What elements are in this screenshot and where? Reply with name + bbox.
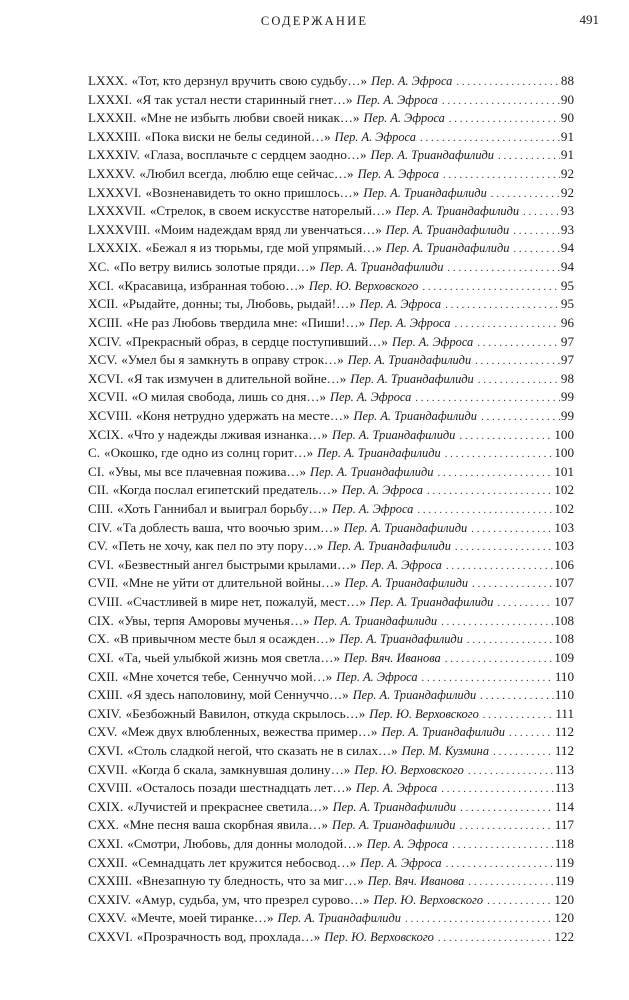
toc-entry-title: «Безбожный Вавилон, откуда скрылось…» <box>125 705 366 721</box>
toc-entry <box>88 444 574 463</box>
toc-entry <box>88 426 574 445</box>
toc-entry-title: «Смотри, Любовь, для донны молодой…» <box>127 835 363 851</box>
dot-leader <box>441 613 553 631</box>
toc-entry-translator: Пер. А. Эфроса <box>369 315 451 330</box>
toc-entry <box>88 277 574 296</box>
toc-entry-number: CIX. <box>88 612 114 628</box>
toc-entry-translator: Пер. А. Триандафилиди <box>347 353 472 368</box>
toc-entry-page: 99 <box>560 407 574 423</box>
toc-entry <box>88 630 574 649</box>
toc-entry-page: 95 <box>560 296 574 312</box>
dot-leader <box>455 538 553 556</box>
toc-entry-title: «Безвестный ангел быстрыми крылами…» <box>117 556 357 572</box>
toc-entry-title: «Мечте, моей тиранке…» <box>130 910 274 926</box>
toc-entry-title: «Лучистей и прекраснее светила…» <box>127 798 329 814</box>
dot-leader <box>445 650 554 668</box>
toc-entry <box>88 370 574 389</box>
dot-leader <box>420 129 560 147</box>
toc-entry <box>88 109 574 128</box>
toc-entry-translator: Пер. А. Триандафилиди <box>385 222 510 237</box>
toc-entry-translator: Пер. А. Триандафилиди <box>319 260 444 275</box>
toc-entry-page: 117 <box>554 817 574 833</box>
toc-entry-page: 94 <box>560 240 574 256</box>
toc-entry-translator: Пер. Вяч. Иванова <box>367 874 465 889</box>
dot-leader <box>513 240 560 258</box>
toc-entry-page: 97 <box>560 352 574 368</box>
dot-leader <box>475 352 560 370</box>
toc-entry-number: CXIII. <box>88 687 123 703</box>
toc-entry-translator: Пер. Ю. Верховского <box>354 762 464 777</box>
toc-entry-translator: Пер. Ю. Верховского <box>324 930 434 945</box>
toc-entry-translator: Пер. Вяч. Иванова <box>344 650 441 665</box>
toc-entry <box>88 481 574 500</box>
toc-entry-title: «Мне песня ваша скорбная явила…» <box>122 817 329 833</box>
dot-leader <box>478 371 560 389</box>
toc-entry-translator: Пер. Ю. Верховского <box>369 706 479 721</box>
toc-entry-translator: Пер. А. Эфроса <box>357 167 439 182</box>
toc-entry-page: 92 <box>560 184 574 200</box>
toc-entry <box>88 165 574 184</box>
toc-entry <box>88 612 574 631</box>
toc-entry-title: «Семнадцать лет кружится небосвод…» <box>131 854 357 870</box>
toc-entry-page: 109 <box>554 649 574 665</box>
toc-entry-translator: Пер. А. Эфроса <box>332 502 414 517</box>
toc-entry-title: «Мне не избыть любви своей никак…» <box>140 110 360 126</box>
toc-entry-page: 101 <box>554 463 574 479</box>
toc-entry <box>88 909 574 928</box>
toc-entry <box>88 816 574 835</box>
toc-entry-number: CI. <box>88 463 105 479</box>
toc-entry-title: «Прозрачность вод, прохлада…» <box>136 929 321 945</box>
toc-entry-title: «Глаза, восплачьте с сердцем заодно…» <box>143 147 367 163</box>
toc-entry-title: «Бежал я из тюрьмы, где мой упрямый…» <box>145 240 382 256</box>
toc-entry-page: 102 <box>554 482 574 498</box>
toc-entry-title: «О милая свобода, лишь со дня…» <box>131 389 326 405</box>
dot-leader <box>459 817 553 835</box>
dot-leader <box>445 445 554 463</box>
toc-entry-title: «Я так устал нести старинный гнет…» <box>136 91 353 107</box>
toc-entry-page: 99 <box>560 389 574 405</box>
toc-entry-number: CVII. <box>88 575 119 591</box>
dot-leader <box>509 724 554 742</box>
toc-entry-number: CIV. <box>88 519 113 535</box>
toc-entry-title: «Любил всегда, люблю еще сейчас…» <box>139 166 354 182</box>
toc-entry <box>88 91 574 110</box>
toc-entry-number: CXII. <box>88 668 119 684</box>
toc-entry <box>88 761 574 780</box>
toc-entry-number: CXXIV. <box>88 891 132 907</box>
toc-entry <box>88 574 574 593</box>
toc-entry <box>88 146 574 165</box>
toc-entry-page: 93 <box>560 203 574 219</box>
dot-leader <box>438 929 554 947</box>
toc-entry-number: CX. <box>88 631 110 647</box>
toc-entry <box>88 184 574 203</box>
toc-entry <box>88 668 574 687</box>
dot-leader <box>405 910 553 928</box>
toc-entry <box>88 333 574 352</box>
toc-entry-page: 111 <box>555 705 574 721</box>
toc-entry-translator: Пер. Ю. Верховского <box>373 892 484 907</box>
toc-entry-translator: Пер. А. Эфроса <box>371 74 453 88</box>
toc-entry-page: 95 <box>560 277 574 293</box>
toc-entry <box>88 835 574 854</box>
toc-entry-number: CXIV. <box>88 705 122 721</box>
toc-entry <box>88 556 574 575</box>
toc-entry <box>88 519 574 538</box>
page-number: 491 <box>579 12 599 27</box>
toc-entry-number: CXX. <box>88 817 119 833</box>
toc-entry-page: 90 <box>560 110 574 126</box>
toc-entry-title: «Меж двух влюбленных, вежества пример…» <box>121 724 378 740</box>
dot-leader <box>445 296 560 314</box>
dot-leader <box>472 575 553 593</box>
toc-entry-translator: Пер. А. Триандафилиди <box>313 613 438 628</box>
toc-entry-translator: Пер. А. Эфроса <box>391 334 474 349</box>
dot-leader <box>452 836 554 854</box>
dot-leader <box>487 892 553 910</box>
toc-entry-page: 93 <box>560 221 574 237</box>
toc-entry-page: 119 <box>554 873 574 889</box>
toc-entry-translator: Пер. М. Кузмина <box>401 743 490 758</box>
toc-entry-title: «Когда б скала, замкнувшая долину…» <box>131 761 351 777</box>
toc-entry-page: 94 <box>560 259 574 275</box>
dot-leader <box>437 464 553 482</box>
toc-entry-translator: Пер. А. Триандафилиди <box>332 799 457 814</box>
toc-entry-page: 88 <box>560 73 574 88</box>
toc-entry-number: LXXXII. <box>88 110 137 126</box>
toc-entry-translator: Пер. А. Эфроса <box>363 111 445 126</box>
toc-entry <box>88 891 574 910</box>
toc-entry-title: «Красавица, избранная тобою…» <box>117 277 305 293</box>
toc-entry-translator: Пер. А. Эфроса <box>336 669 418 684</box>
toc-entry-translator: Пер. А. Триандафилиди <box>370 148 494 163</box>
toc-entry-page: 106 <box>554 556 574 572</box>
toc-entry-number: LXXX. <box>88 73 128 88</box>
dot-leader <box>415 389 560 407</box>
toc-entry-page: 110 <box>554 687 574 703</box>
dot-leader <box>449 110 560 128</box>
toc-entry-page: 120 <box>554 891 574 907</box>
dot-leader <box>468 762 554 780</box>
toc-entry-title: «Коня нетрудно удержать на месте…» <box>136 407 350 423</box>
toc-entry-title: «Умел бы я замкнуть в оправу строк…» <box>121 352 344 368</box>
toc-entry-title: «В привычном месте был я осажден…» <box>113 631 336 647</box>
toc-entry <box>88 649 574 668</box>
toc-entry <box>88 72 574 91</box>
toc-entry <box>88 258 574 277</box>
toc-entry-page: 108 <box>554 612 574 628</box>
toc-entry-number: XCI. <box>88 277 114 293</box>
toc-entry-number: CXI. <box>88 649 114 665</box>
dot-leader <box>467 631 553 649</box>
toc-entry-page: 114 <box>554 798 574 814</box>
toc-entry-title: «Я здесь наполовину, мой Сеннуччо…» <box>126 687 349 703</box>
dot-leader <box>446 557 553 575</box>
toc-entry <box>88 705 574 724</box>
toc-entry-page: 96 <box>560 314 574 330</box>
toc-entry-number: CXV. <box>88 724 118 740</box>
toc-entry <box>88 388 574 407</box>
toc-entry-title: «Тот, кто дерзнул вручить свою судьбу…» <box>131 73 368 88</box>
toc-entry-title: «Я так измучен в длительной войне…» <box>127 370 347 386</box>
toc-entry-translator: Пер. А. Триандафилиди <box>343 520 468 535</box>
toc-entry <box>88 593 574 612</box>
toc-entry-title: «Рыдайте, донны; ты, Любовь, рыдай!…» <box>122 296 356 312</box>
toc-entry-page: 120 <box>554 910 574 926</box>
toc-entry <box>88 742 574 761</box>
toc-entry-number: XC. <box>88 259 110 275</box>
toc-entry-number: CXVI. <box>88 742 124 758</box>
toc-entry-translator: Пер. А. Триандафилиди <box>310 464 434 479</box>
toc-entry-number: CXXII. <box>88 854 128 870</box>
toc-entry-number: XCV. <box>88 352 118 368</box>
toc-entry-number: XCIII. <box>88 314 123 330</box>
toc-entry <box>88 872 574 891</box>
toc-entry <box>88 537 574 556</box>
toc-entry-translator: Пер. А. Триандафилиди <box>353 408 477 423</box>
toc-entry-number: CV. <box>88 538 108 554</box>
toc-entry-page: 119 <box>554 854 574 870</box>
toc-entry-number: LXXXIX. <box>88 240 142 256</box>
toc-entry-number: LXXXV. <box>88 166 136 182</box>
toc-entry-number: LXXXVII. <box>88 203 146 219</box>
toc-entry-number: XCII. <box>88 296 119 312</box>
toc-entry-title: «Хоть Ганнибал и выиграл борьбу…» <box>117 501 329 517</box>
toc-entry-title: «Стрелок, в своем искусстве наторелый…» <box>149 203 392 219</box>
dot-leader <box>422 278 560 296</box>
toc-entry-page: 91 <box>560 128 574 144</box>
toc-entry-page: 122 <box>554 929 574 945</box>
toc-entry-number: XCIX. <box>88 426 124 442</box>
toc-entry-number: CIII. <box>88 501 114 517</box>
toc-entry <box>88 314 574 333</box>
toc-entry-number: CXXV. <box>88 910 127 926</box>
dot-leader <box>497 594 553 612</box>
toc-entry-title: «Когда послал египетский предатель…» <box>112 482 338 498</box>
dot-leader <box>447 259 560 277</box>
toc-entry <box>88 128 574 147</box>
toc-entry-number: XCVII. <box>88 389 128 405</box>
toc-entry-translator: Пер. А. Триандафилиди <box>369 595 494 610</box>
toc-entry-title: «Амур, судьба, ум, что презрел сурово…» <box>135 891 370 907</box>
toc-entry-title: «Внезапную ту бледность, что за миг…» <box>136 873 364 889</box>
toc-entry <box>88 221 574 240</box>
toc-entry-page: 107 <box>554 594 574 610</box>
dot-leader <box>468 873 553 891</box>
toc-entry-number: CVI. <box>88 556 114 572</box>
toc-entry-translator: Пер. А. Эфроса <box>359 297 442 312</box>
toc-entry-translator: Пер. А. Триандафилиди <box>363 185 487 200</box>
toc-entry <box>88 407 574 426</box>
toc-entry-translator: Пер. А. Триандафилиди <box>277 911 401 926</box>
toc-entry-page: 97 <box>560 333 574 349</box>
toc-entry <box>88 463 574 482</box>
toc-entry-title: «Увы, терпя Аморовы мученья…» <box>117 612 310 628</box>
toc-entry-number: CXVIII. <box>88 780 132 796</box>
table-of-contents <box>88 72 574 947</box>
toc-entry-number: LXXXI. <box>88 91 132 107</box>
toc-entry-title: «Не раз Любовь твердила мне: «Пиши!…» <box>126 314 366 330</box>
toc-entry-number: LXXXIII. <box>88 128 141 144</box>
toc-entry-title: «Что у надежды лживая изнанка…» <box>127 426 328 442</box>
toc-entry-title: «Увы, мы все плачевная пожива…» <box>108 463 307 479</box>
dot-leader <box>493 743 554 761</box>
toc-entry-page: 103 <box>554 519 574 535</box>
dot-leader <box>480 687 554 705</box>
dot-leader <box>491 185 560 203</box>
toc-entry-translator: Пер. А. Триандафилиди <box>385 241 510 256</box>
toc-entry-translator: Пер. А. Триандафилиди <box>352 688 477 703</box>
toc-entry-page: 112 <box>554 742 574 758</box>
toc-entry <box>88 686 574 705</box>
toc-entry-number: LXXXVIII. <box>88 221 151 237</box>
toc-entry-title: «По ветру вились золотые пряди…» <box>113 259 316 275</box>
dot-leader <box>442 92 560 110</box>
toc-entry-translator: Пер. А. Эфроса <box>366 836 449 851</box>
dot-leader <box>513 222 560 240</box>
toc-entry-translator: Пер. А. Эфроса <box>330 390 412 405</box>
toc-entry-translator: Пер. А. Эфроса <box>360 855 442 870</box>
toc-entry-title: «Мне не уйти от длительной войны…» <box>122 575 341 591</box>
dot-leader <box>443 166 560 184</box>
dot-leader <box>427 482 553 500</box>
dot-leader <box>441 780 554 798</box>
toc-entry-page: 103 <box>554 538 574 554</box>
toc-entry <box>88 798 574 817</box>
toc-entry-translator: Пер. А. Триандафилиди <box>317 446 441 461</box>
toc-entry-translator: Пер. А. Эфроса <box>356 92 438 107</box>
toc-entry-page: 100 <box>554 426 574 442</box>
dot-leader <box>481 408 560 426</box>
toc-entry-title: «Та, чьей улыбкой жизнь моя светла…» <box>117 649 341 665</box>
toc-entry-page: 100 <box>554 445 574 461</box>
toc-entry-number: CXIX. <box>88 798 124 814</box>
toc-entry-translator: Пер. Ю. Верховского <box>308 278 419 293</box>
dot-leader <box>459 427 553 445</box>
toc-entry-title: «Столь сладкой негой, что сказать не в силах…» <box>127 742 398 758</box>
toc-entry-number: CXXIII. <box>88 873 132 889</box>
toc-entry <box>88 928 574 947</box>
toc-entry-number: CXXI. <box>88 835 124 851</box>
toc-entry <box>88 239 574 258</box>
toc-entry <box>88 854 574 873</box>
toc-entry-page: 110 <box>554 668 574 684</box>
toc-entry-title: «Мне хочется тебе, Сеннуччо мой…» <box>122 668 333 684</box>
dot-leader <box>477 334 560 352</box>
toc-entry-number: CXVII. <box>88 761 128 777</box>
toc-entry-page: 92 <box>560 166 574 182</box>
toc-entry-number: XCVIII. <box>88 407 132 423</box>
toc-entry <box>88 351 574 370</box>
dot-leader <box>417 501 553 519</box>
toc-entry-translator: Пер. А. Триандафилиди <box>331 427 456 442</box>
dot-leader <box>422 669 554 687</box>
toc-entry-page: 91 <box>560 147 574 163</box>
toc-entry-page: 118 <box>554 835 574 851</box>
toc-entry-translator: Пер. А. Триандафилиди <box>344 576 469 591</box>
dot-leader <box>456 73 560 91</box>
toc-entry-page: 112 <box>554 724 574 740</box>
toc-entry-title: «Осталось позади шестнадцать лет…» <box>136 780 352 796</box>
toc-entry-page: 102 <box>554 501 574 517</box>
toc-entry-title: «Пока виски не белы сединой…» <box>144 128 331 144</box>
toc-entry-title: «Прекрасный образ, в сердце поступивший…» <box>125 333 388 349</box>
toc-entry-page: 107 <box>554 575 574 591</box>
toc-entry-page: 113 <box>554 780 574 796</box>
toc-entry-translator: Пер. А. Эфроса <box>355 781 438 796</box>
toc-entry-translator: Пер. А. Эфроса <box>341 483 423 498</box>
toc-entry-translator: Пер. А. Триандафилиди <box>381 725 505 740</box>
dot-leader <box>446 855 554 873</box>
toc-entry <box>88 723 574 742</box>
toc-entry-title: «Петь не хочу, как пел по эту пору…» <box>111 538 324 554</box>
toc-entry-translator: Пер. А. Эфроса <box>360 557 442 572</box>
toc-entry-page: 98 <box>560 370 574 386</box>
toc-entry <box>88 202 574 221</box>
toc-entry-translator: Пер. А. Триандафилиди <box>339 632 463 647</box>
toc-entry-translator: Пер. А. Триандафилиди <box>350 371 474 386</box>
toc-entry-translator: Пер. А. Триандафилиди <box>395 204 520 219</box>
toc-entry-page: 108 <box>554 631 574 647</box>
toc-entry-number: CXXVI. <box>88 929 133 945</box>
dot-leader <box>471 520 553 538</box>
toc-entry-translator: Пер. А. Триандафилиди <box>332 818 456 833</box>
toc-entry-translator: Пер. А. Эфроса <box>334 129 416 144</box>
dot-leader <box>460 799 554 817</box>
toc-entry-number: XCVI. <box>88 370 124 386</box>
toc-entry-page: 90 <box>560 91 574 107</box>
dot-leader <box>523 203 560 221</box>
toc-entry-number: CVIII. <box>88 594 123 610</box>
toc-entry-title: «Моим надеждам вряд ли увенчаться…» <box>154 221 382 237</box>
running-head: СОДЕРЖАНИЕ <box>260 14 369 28</box>
dot-leader <box>498 147 560 165</box>
toc-entry-page: 113 <box>554 761 574 777</box>
toc-entry-title: «Та доблесть ваша, что воочью зрим…» <box>116 519 340 535</box>
toc-entry-number: LXXXVI. <box>88 184 142 200</box>
toc-entry-title: «Окошко, где одно из солнц горит…» <box>104 445 314 461</box>
toc-entry-number: CII. <box>88 482 109 498</box>
toc-entry <box>88 295 574 314</box>
toc-entry-number: XCIV. <box>88 333 122 349</box>
toc-entry <box>88 500 574 519</box>
toc-entry-translator: Пер. А. Триандафилиди <box>327 539 451 554</box>
toc-entry <box>88 779 574 798</box>
toc-entry-title: «Возненавидеть то окно пришлось…» <box>145 184 360 200</box>
dot-leader <box>454 315 559 333</box>
toc-entry-title: «Счастливей в мире нет, пожалуй, мест…» <box>126 594 366 610</box>
dot-leader <box>483 706 555 724</box>
toc-entry-number: LXXXIV. <box>88 147 140 163</box>
toc-entry-number: C. <box>88 445 101 461</box>
